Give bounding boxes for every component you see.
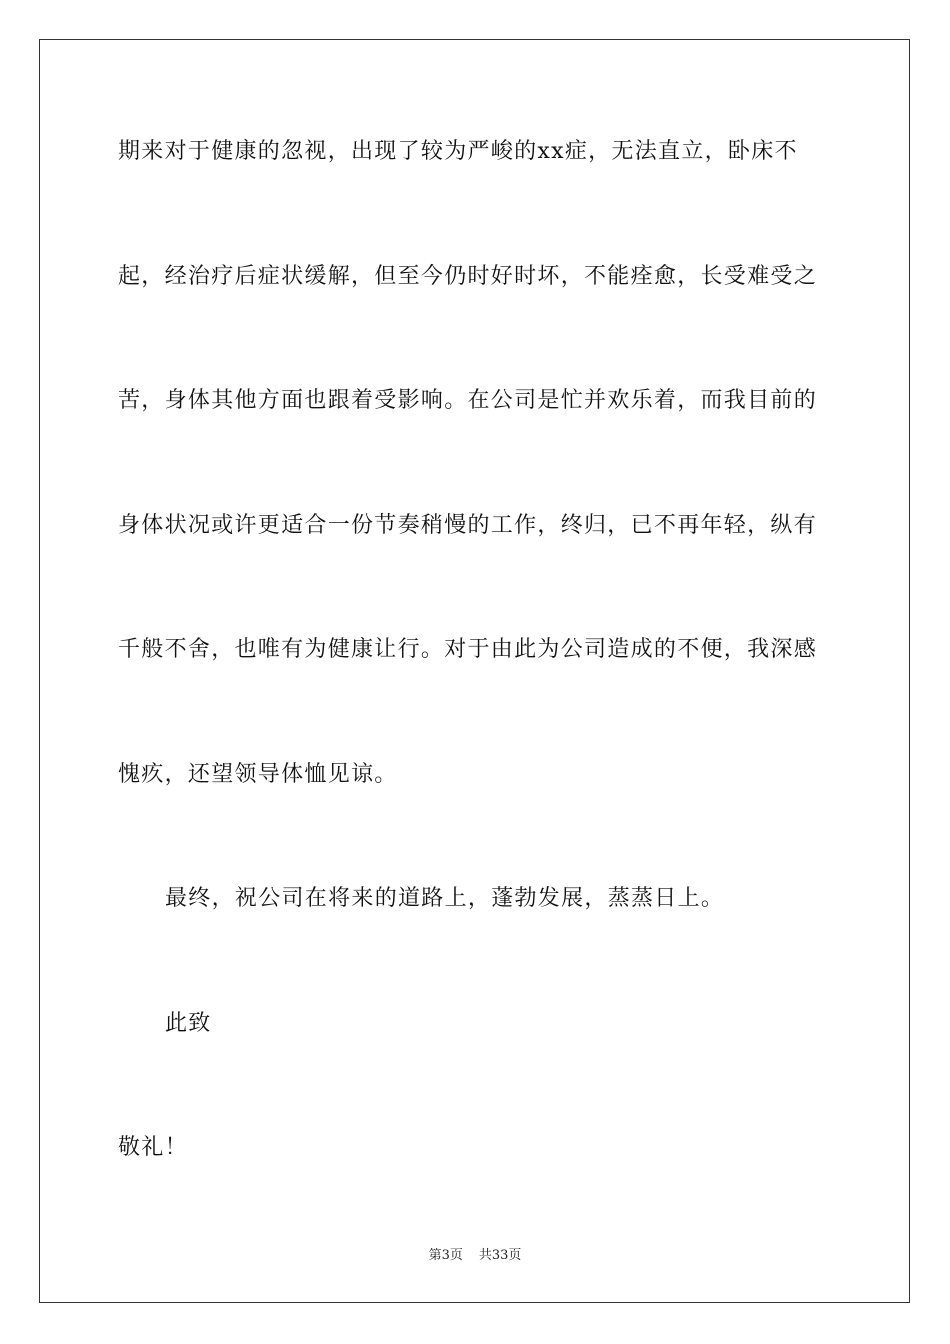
page-border	[39, 39, 910, 1303]
salutation: 此致	[165, 1011, 212, 1036]
body-line-3: 苦，身体其他方面也跟着受影响。在公司是忙并欢乐着，而我目前的	[118, 388, 818, 413]
regards: 敬礼！	[118, 1135, 188, 1160]
page-footer	[0, 1247, 950, 1265]
body-line-6: 愧疚，还望领导体恤见谅。	[118, 762, 398, 787]
page-total: 共33页	[478, 1248, 522, 1263]
closing-wish: 最终，祝公司在将来的道路上，蓬勃发展，蒸蒸日上。	[165, 886, 725, 911]
page-current: 第3页	[428, 1248, 463, 1263]
body-line-1: 期来对于健康的忽视，出现了较为严峻的xx症，无法直立，卧床不	[118, 139, 798, 164]
body-line-4: 身体状况或许更适合一份节奏稍慢的工作，终归，已不再年轻，纵有	[118, 513, 818, 538]
body-line-2: 起，经治疗后症状缓解，但至今仍时好时坏，不能痊愈，长受难受之	[118, 264, 818, 289]
body-line-5: 千般不舍，也唯有为健康让行。对于由此为公司造成的不便，我深感	[118, 637, 818, 662]
